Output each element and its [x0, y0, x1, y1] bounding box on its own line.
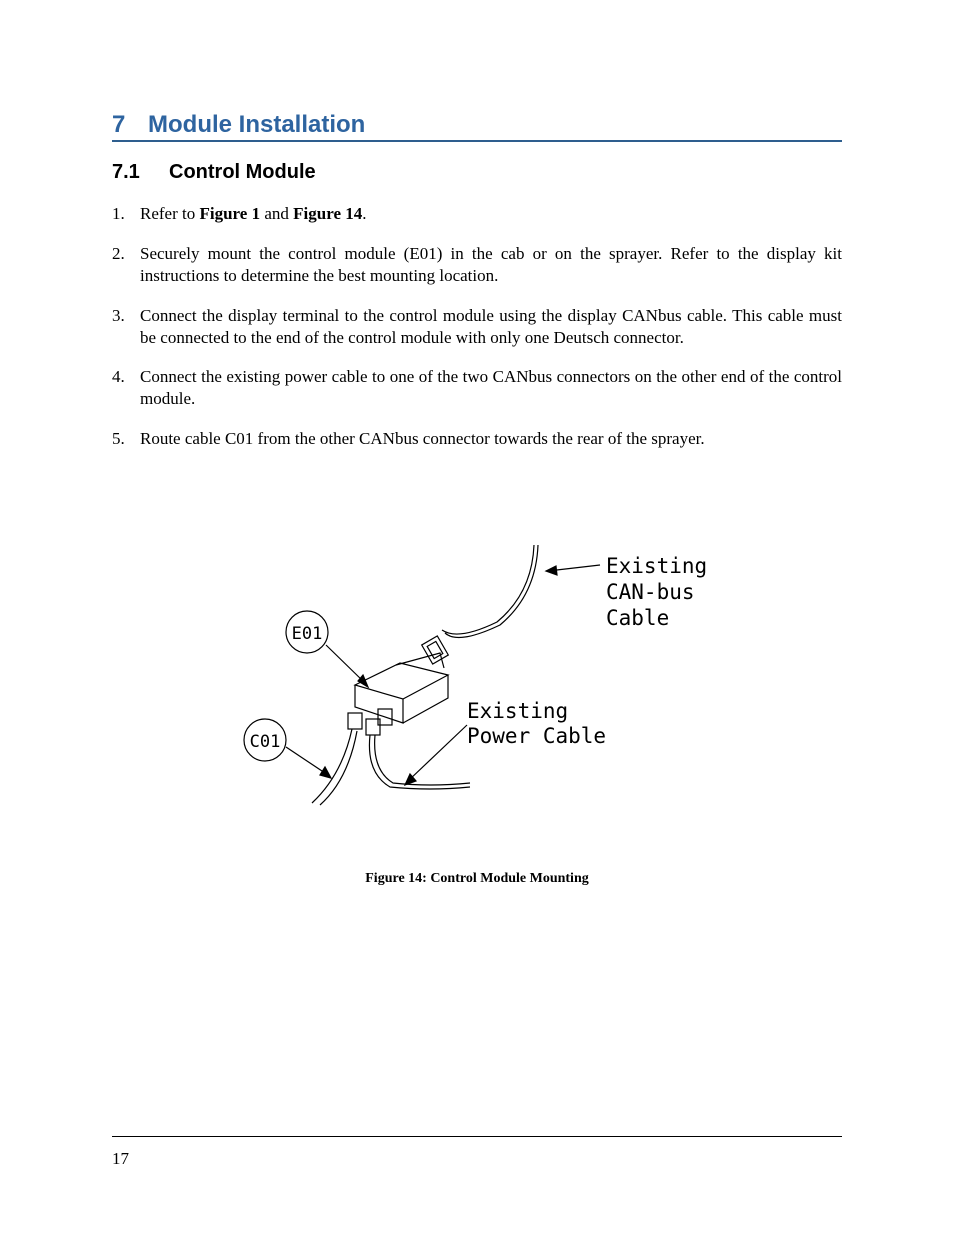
svg-text:CAN-bus: CAN-bus	[606, 580, 695, 604]
figure-caption: Figure 14: Control Module Mounting	[365, 871, 589, 886]
step-number: 3.	[112, 306, 125, 325]
step-number: 2.	[112, 244, 125, 263]
svg-text:Power Cable: Power Cable	[467, 724, 607, 748]
step-text: .	[362, 204, 367, 223]
power-label	[467, 699, 606, 748]
step-5	[112, 428, 842, 450]
figure-reference: Figure 1	[199, 204, 261, 223]
step-number: 5.	[112, 429, 125, 448]
figure-reference: Figure 14	[293, 204, 363, 223]
e01-leader	[326, 645, 365, 683]
subsection-number: 7.1	[112, 161, 140, 183]
canbus-cable	[445, 545, 538, 638]
svg-text:Existing: Existing	[467, 699, 569, 723]
step-text: Connect the existing power cable to one of the two CANbus connectors on the other end of the control module.	[140, 367, 842, 408]
step-number: 4.	[112, 367, 125, 386]
power-cable	[369, 735, 470, 789]
step-text: Route cable C01 from the other CANbus connector towards the rear of the sprayer.	[140, 429, 705, 448]
section-number: 7	[112, 111, 126, 138]
step-text: and	[260, 204, 294, 223]
step-1	[112, 203, 842, 225]
step-number: 1.	[112, 204, 125, 223]
step-text: Refer to	[140, 204, 200, 223]
step-4	[112, 366, 842, 409]
step-2	[112, 243, 842, 286]
c01-label: C01	[249, 732, 281, 752]
footer-divider	[112, 1136, 842, 1137]
c01-leader	[286, 747, 328, 775]
e01-label: E01	[291, 624, 323, 644]
svg-text:Existing: Existing	[606, 554, 708, 578]
step-text: Securely mount the control module (E01) in the cab or on the sprayer. Refer to the display kit instructions to determine the best mounting location.	[140, 244, 842, 285]
subsection-title: Control Module	[169, 161, 316, 183]
step-3	[112, 305, 842, 348]
step-text: Connect the display terminal to the control module using the display CANbus cable. This cable must be connected to the end of the control module with only one Deutsch connector.	[140, 306, 842, 347]
module-connectors	[348, 709, 392, 735]
control-module-diagram	[230, 535, 740, 815]
canbus-label	[606, 554, 707, 630]
section-title: Module Installation	[148, 111, 366, 138]
subsection-heading	[112, 158, 316, 186]
section-heading	[112, 110, 842, 142]
page-number: 17	[112, 1149, 129, 1168]
power-leader	[408, 725, 467, 781]
canbus-connector	[422, 636, 449, 664]
svg-text:Cable: Cable	[606, 606, 670, 630]
